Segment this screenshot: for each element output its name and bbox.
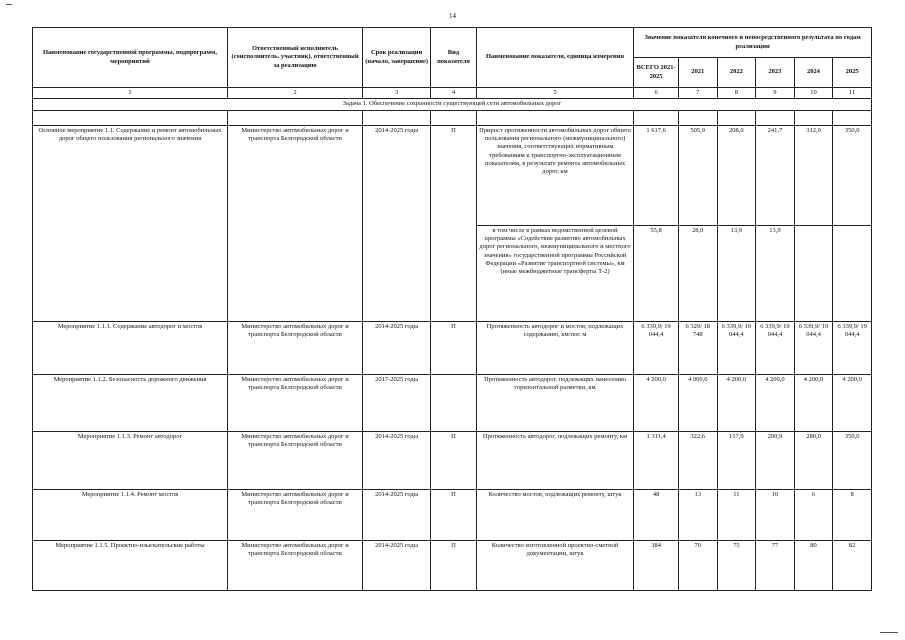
main-event-term: 2014-2025 годы [363,125,431,321]
program-table [32,27,872,591]
header-kind: Вид показателя [431,28,477,88]
value-year: 4 200,0 [756,374,795,431]
value-total: 4 200,0 [634,374,679,431]
scan-mark [6,4,12,5]
scan-mark [880,632,898,633]
value-year [794,225,833,321]
event-term: 2014-2025 годы [363,540,431,590]
column-number: 6 [634,88,679,99]
value-year: 280,0 [794,431,833,489]
event-name: Мероприятие 1.1.4. Ремонт мостов [33,489,228,540]
value-total: 1 617,6 [634,125,679,225]
event-row [33,431,872,489]
event-term: 2014-2025 годы [363,321,431,374]
main-event-kind: П [431,125,477,321]
value-year: 80 [794,540,833,590]
indicator-name: Прирост протяженности автомобильных дорог общего пользования регионального (межмуниципального) значения, соответствующих нормативным требованиям к транспортно-эксплуатационным показателям, в результате ремонта автомобильных дорог, км [476,125,633,225]
value-year: 350,0 [833,431,872,489]
value-year: 13,9 [756,225,795,321]
column-number: 9 [756,88,795,99]
column-number: 3 [363,88,431,99]
event-indicator: Протяженность автодорог, подлежащих ремонту, км [476,431,633,489]
value-year: 6 339,9/ 19 044,4 [717,321,756,374]
value-year: 75 [717,540,756,590]
header-year: 2022 [717,58,756,88]
value-year: 200,9 [756,431,795,489]
header-total: ВСЕГО 2021-2025 [634,58,679,88]
value-year: 157,9 [717,431,756,489]
event-executor: Министерство автомобильных дорог и транспорта Белгородской области [228,431,363,489]
event-kind: П [431,321,477,374]
value-total: 6 339,9/ 19 044,4 [634,321,679,374]
header-indicator: Наименование показателя, единица измерения [476,28,633,88]
header-year: 2023 [756,58,795,88]
value-year: 70 [678,540,717,590]
value-total: 384 [634,540,679,590]
main-event-row [33,125,872,225]
header-term: Срок реализации (начало, завершение) [363,28,431,88]
header-program: Наименование государственной программы, подпрограмм, мероприятий [33,28,228,88]
value-year: 208,0 [717,125,756,225]
column-number: 2 [228,88,363,99]
event-executor: Министерство автомобильных дорог и транспорта Белгородской области [228,540,363,590]
value-year: 4 200,0 [794,374,833,431]
value-year: 322,6 [678,431,717,489]
column-number: 7 [678,88,717,99]
value-year: 6 329/ 18 748 [678,321,717,374]
header-year: 2025 [833,58,872,88]
value-year: 77 [756,540,795,590]
header-values-group: Значение показателя конечного и непосредственного результата по годам реализации [634,28,872,58]
column-number: 10 [794,88,833,99]
value-year: 82 [833,540,872,590]
event-executor: Министерство автомобильных дорог и транспорта Белгородской области [228,321,363,374]
value-year: 241,7 [756,125,795,225]
value-year: 10 [756,489,795,540]
value-total: 48 [634,489,679,540]
event-row [33,540,872,590]
value-year: 4 200,0 [717,374,756,431]
task-row [33,99,872,110]
column-number-row [33,88,872,99]
event-row [33,321,872,374]
value-year: 6 339,9/ 19 044,4 [833,321,872,374]
event-indicator: Протяженность автодорог, подлежащих нанесению горизонтальной разметки, км [476,374,633,431]
value-total: 55,8 [634,225,679,321]
value-year: 6 339,9/ 19 044,4 [756,321,795,374]
value-year: 6 339,9/ 19 044,4 [794,321,833,374]
event-name: Мероприятие 1.1.1. Содержание автодорог и мостов [33,321,228,374]
column-number: 1 [33,88,228,99]
value-year: 11 [717,489,756,540]
event-executor: Министерство автомобильных дорог и транспорта Белгородской области [228,374,363,431]
event-name: Мероприятие 1.1.3. Ремонт автодорог [33,431,228,489]
event-name: Мероприятие 1.1.5. Проектно-изыскательские работы [33,540,228,590]
page-number: 14 [449,12,456,20]
column-number: 4 [431,88,477,99]
event-kind [431,374,477,431]
event-kind: П [431,431,477,489]
header-executor: Ответственный исполнитель (соисполнитель, участник), ответственный за реализацию [228,28,363,88]
main-event-executor: Министерство автомобильных дорог и транспорта Белгородской области [228,125,363,321]
event-executor: Министерство автомобильных дорог и транспорта Белгородской области [228,489,363,540]
event-indicator: Количество изготовленной проектно-сметной документации, штук [476,540,633,590]
event-kind: П [431,540,477,590]
event-kind: П [431,489,477,540]
value-year: 13,9 [717,225,756,321]
value-year: 4 200,0 [833,374,872,431]
event-name: Мероприятие 1.1.2. Безопасность дорожного движения [33,374,228,431]
event-term: 2014-2025 годы [363,489,431,540]
event-row [33,374,872,431]
value-year: 6 [794,489,833,540]
value-year: 28,0 [678,225,717,321]
value-year [833,225,872,321]
value-year: 4 000,0 [678,374,717,431]
main-event-name: Основное мероприятие 1.1. Содержание и ремонт автомобильных дорог общего пользования регионального значения [33,125,228,321]
value-year: 350,0 [833,125,872,225]
event-term: 2014-2025 годы [363,431,431,489]
indicator-name: в том числе в рамках ведомственной целевой программы «Содействие развитию автомобильных дорог регионального, межмуниципального и местного значения» государственной программы Российской Федерации «Развитие транспортной системы», км (иные межбюджетные трансферты Т-2) [476,225,633,321]
event-term: 2017-2025 годы [363,374,431,431]
header-year: 2021 [678,58,717,88]
value-year: 13 [678,489,717,540]
value-year: 312,0 [794,125,833,225]
value-year: 8 [833,489,872,540]
value-year: 505,9 [678,125,717,225]
spacer-row [33,110,872,125]
header-year: 2024 [794,58,833,88]
task-title: Задача 1. Обеспечение сохранности существующей сети автомобильных дорог [33,99,872,110]
value-total: 1 311,4 [634,431,679,489]
event-indicator: Протяженность автодорог и мостов, подлежащих содержанию, км/пог. м [476,321,633,374]
column-number: 11 [833,88,872,99]
column-number: 5 [476,88,633,99]
column-number: 8 [717,88,756,99]
event-row [33,489,872,540]
event-indicator: Количество мостов, подлежащих ремонту, штук [476,489,633,540]
